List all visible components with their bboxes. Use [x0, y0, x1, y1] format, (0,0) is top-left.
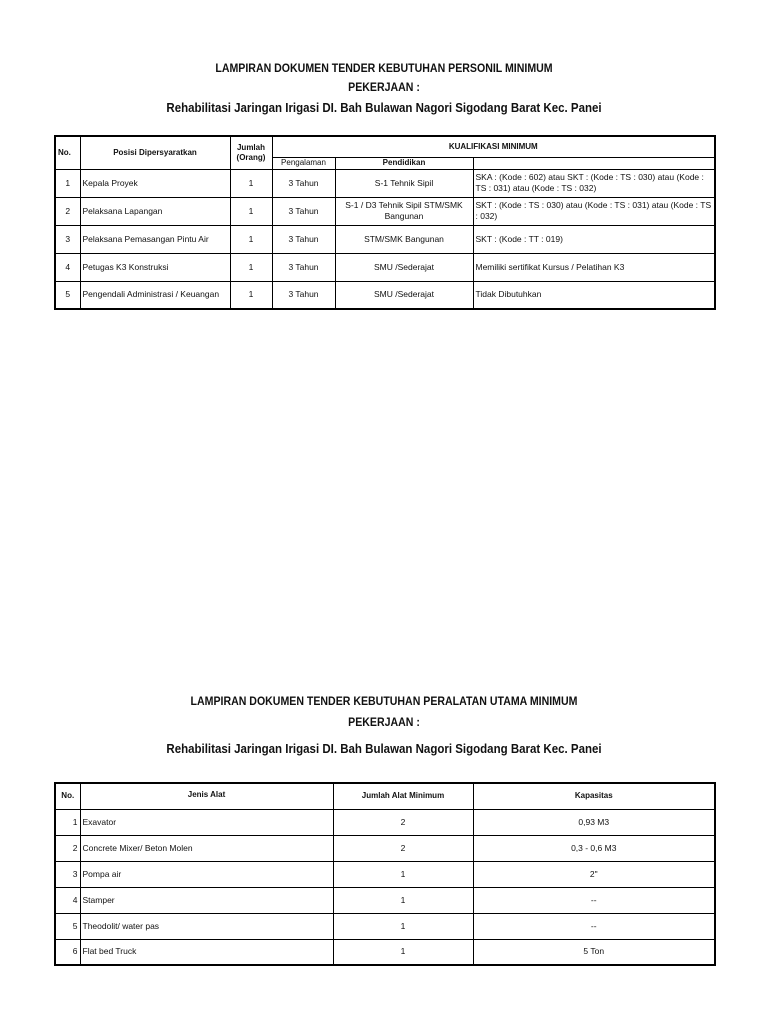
row-pendidikan: SMU /Sederajat	[335, 281, 473, 309]
row-no: 3	[55, 861, 80, 887]
equipment-pekerjaan-label: PEKERJAAN :	[348, 717, 420, 729]
row-jumlah: 1	[230, 253, 272, 281]
row-kapasitas: 2"	[473, 861, 715, 887]
row-no: 6	[55, 939, 80, 965]
row-jumlah: 1	[230, 169, 272, 197]
row-jumlah: 1	[230, 281, 272, 309]
row-jenis-alat: Flat bed Truck	[80, 939, 333, 965]
personnel-project-name: Rehabilitasi Jaringan Irigasi DI. Bah Bulawan Nagori Sigodang Barat Kec. Panei	[166, 101, 602, 115]
header-posisi: Posisi Dipersyaratkan	[80, 136, 230, 169]
row-pengalaman: 3 Tahun	[272, 169, 335, 197]
equipment-table	[54, 782, 716, 966]
header-jumlah: Jumlah (Orang)	[230, 136, 272, 169]
row-pendidikan: SMU /Sederajat	[335, 253, 473, 281]
row-no: 3	[55, 225, 80, 253]
personnel-table	[54, 135, 716, 310]
row-pengalaman: 3 Tahun	[272, 225, 335, 253]
row-kapasitas: 0,3 - 0,6 M3	[473, 835, 715, 861]
row-sertifikat: Tidak Dibutuhkan	[473, 281, 715, 309]
row-posisi: Pengendali Administrasi / Keuangan	[80, 281, 230, 309]
row-no: 1	[55, 169, 80, 197]
row-jenis-alat: Stamper	[80, 887, 333, 913]
row-sertifikat: SKT : (Kode : TS : 030) atau (Kode : TS : 031) atau (Kode : TS : 032)	[473, 197, 715, 225]
header-no: No.	[55, 136, 80, 169]
row-sertifikat: SKA : (Kode : 602) atau SKT : (Kode : TS : 030) atau (Kode : TS : 031) atau (Kode : TS : 032)	[473, 169, 715, 197]
header-jenis-alat: Jenis Alat	[80, 783, 333, 809]
header-pengalaman: Pengalaman	[272, 157, 335, 169]
row-jumlah-alat: 2	[333, 809, 473, 835]
row-jumlah-alat: 1	[333, 939, 473, 965]
row-jenis-alat: Theodolit/ water pas	[80, 913, 333, 939]
row-kapasitas: 5 Ton	[473, 939, 715, 965]
header-sertifikat	[473, 157, 715, 169]
table-row	[55, 913, 715, 939]
equipment-title: LAMPIRAN DOKUMEN TENDER KEBUTUHAN PERALATAN UTAMA MINIMUM	[190, 696, 578, 708]
row-posisi: Pelaksana Lapangan	[80, 197, 230, 225]
row-pengalaman: 3 Tahun	[272, 197, 335, 225]
row-no: 5	[55, 913, 80, 939]
personnel-pekerjaan-label: PEKERJAAN :	[348, 82, 420, 94]
row-sertifikat: SKT : (Kode : TT : 019)	[473, 225, 715, 253]
table-row	[55, 835, 715, 861]
row-jenis-alat: Exavator	[80, 809, 333, 835]
table-row	[55, 253, 715, 281]
row-kapasitas: --	[473, 887, 715, 913]
row-jumlah: 1	[230, 197, 272, 225]
table-row	[55, 169, 715, 197]
row-kapasitas: 0,93 M3	[473, 809, 715, 835]
row-kapasitas: --	[473, 913, 715, 939]
table-row	[55, 281, 715, 309]
row-jumlah-alat: 1	[333, 887, 473, 913]
table-row	[55, 939, 715, 965]
row-pendidikan: STM/SMK Bangunan	[335, 225, 473, 253]
row-jenis-alat: Pompa air	[80, 861, 333, 887]
row-no: 1	[55, 809, 80, 835]
table-row	[55, 197, 715, 225]
row-no: 4	[55, 253, 80, 281]
row-pengalaman: 3 Tahun	[272, 281, 335, 309]
personnel-title: LAMPIRAN DOKUMEN TENDER KEBUTUHAN PERSONIL MINIMUM	[215, 63, 553, 75]
row-pendidikan: S-1 / D3 Tehnik Sipil STM/SMK Bangunan	[335, 197, 473, 225]
header-kualifikasi: KUALIFIKASI MINIMUM	[272, 136, 715, 157]
header-pendidikan: Pendidikan	[335, 157, 473, 169]
row-jenis-alat: Concrete Mixer/ Beton Molen	[80, 835, 333, 861]
row-no: 5	[55, 281, 80, 309]
equipment-project-name: Rehabilitasi Jaringan Irigasi DI. Bah Bulawan Nagori Sigodang Barat Kec. Panei	[166, 742, 602, 756]
row-no: 2	[55, 835, 80, 861]
row-jumlah-alat: 2	[333, 835, 473, 861]
row-posisi: Kepala Proyek	[80, 169, 230, 197]
table-row	[55, 225, 715, 253]
row-pendidikan: S-1 Tehnik Sipil	[335, 169, 473, 197]
row-jumlah-alat: 1	[333, 913, 473, 939]
row-no: 2	[55, 197, 80, 225]
table-row	[55, 809, 715, 835]
row-posisi: Pelaksana Pemasangan Pintu Air	[80, 225, 230, 253]
header-jumlah-alat: Jumlah Alat Minimum	[333, 783, 473, 809]
row-jumlah-alat: 1	[333, 861, 473, 887]
table-row	[55, 861, 715, 887]
header-kapasitas: Kapasitas	[473, 783, 715, 809]
row-pengalaman: 3 Tahun	[272, 253, 335, 281]
header-no: No.	[55, 783, 80, 809]
row-jumlah: 1	[230, 225, 272, 253]
row-sertifikat: Memiliki sertifikat Kursus / Pelatihan K3	[473, 253, 715, 281]
row-posisi: Petugas K3 Konstruksi	[80, 253, 230, 281]
table-row	[55, 887, 715, 913]
row-no: 4	[55, 887, 80, 913]
